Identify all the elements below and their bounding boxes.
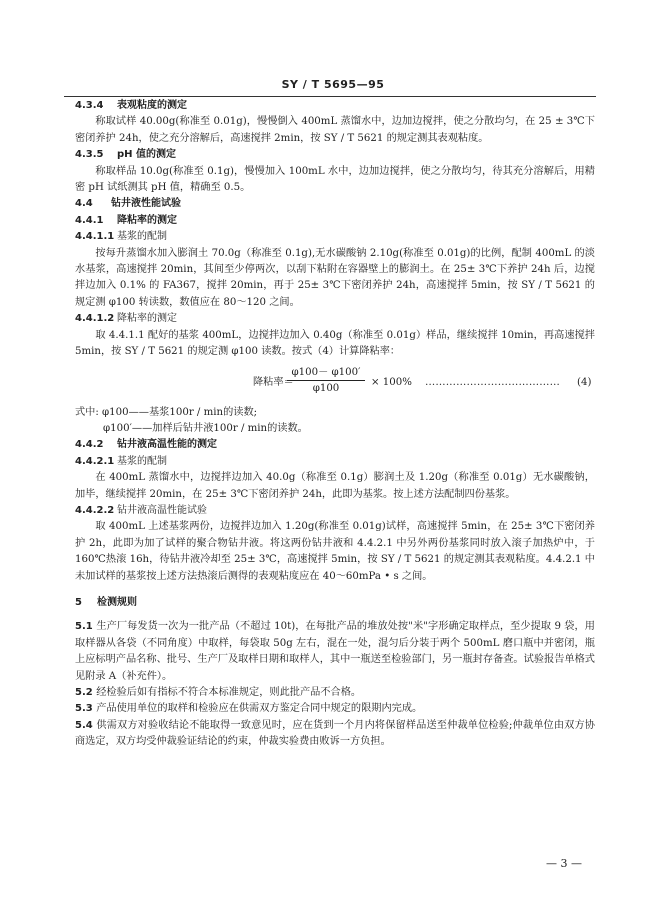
paragraph-4-4-2-1: 在 400mL 蒸馏水中，边搅拌边加入 40.0g（称准至 0.1g）膨润土及 1.20g（称准至 0.01g）无水碳酸钠，加毕，继续搅拌 20min，在 25± 3℃下密闭养护 24h，此即为基浆。按上述方法配制四份基浆。 [75, 472, 595, 500]
document-body [75, 98, 595, 751]
clause-text: 生产厂每发货一次为一批产品（不超过 10t)，在每批产品的堆放处按"米"字形确定取样点，至少提取 9 袋，用取样器从各袋（不同角度）中取样，每袋取 50g 左右，混在一处，混匀后分装于两个 500mL 磨口瓶中并密闭，瓶上应标明产品名称、批号、生产厂及取样日期和取样人，其中一瓶送至检验部门，另一瓶封存备查。试验报告单格式见附录 A（补充件）。 [75, 621, 595, 682]
formula-lhs: 降粘率＝ [253, 376, 294, 388]
equation-number: (4) [577, 376, 592, 388]
formula-numerator: φ100－ φ100′ [287, 365, 365, 381]
heading-title: 钻井液性能试验 [111, 198, 181, 210]
clause-text: 产品使用单位的取样和检验应在供需双方鉴定合同中规定的限期内完成。 [96, 703, 423, 715]
heading-4-3-5 [75, 147, 595, 163]
paragraph-4-4-2-2: 取 400mL 上述基浆两份，边搅拌边加入 1.20g(称准至 0.01g)试样，高速搅拌 5min，在 25± 3℃下密闭养护 2h，此即为加了试样的聚合物钻井液。将这两份钻井液和 4.4.2.1 中另外两份基浆同时放入滚子加热炉中，于 160℃热滚 16h，待钻井液冷却至 25± 3℃，高速搅拌 5min，按 SY / T 5621 的规定测其表观粘度。4.4.2.1 中未加试样的基浆按上述方法热滚后测得的表观粘度应在 40～60mPa • s 之间。 [75, 521, 595, 582]
formula-4 [75, 365, 595, 401]
heading-number: 4.4.2.1 [75, 455, 115, 467]
header-rule [64, 96, 596, 97]
formula-fraction [287, 365, 365, 396]
heading-4-4-1-2 [75, 311, 595, 327]
clause-number: 5.4 [75, 719, 93, 731]
page-number: — 3 — [546, 857, 582, 870]
heading-title: 降粘率的测定 [117, 313, 177, 325]
paragraph-4-4-1-2: 取 4.4.1.1 配好的基浆 400mL，边搅拌边加入 0.40g（称准至 0.01g）样品，继续搅拌 10min，再高速搅拌 5min，按 SY / T 5621 的规定测 φ100 读数。按式（4）计算降粘率： [75, 329, 595, 358]
heading-4-4-2-2 [75, 503, 595, 519]
heading-title: pH 值的测定 [117, 149, 177, 161]
formula-where-line-2: φ100′——加样后钻井液100r / min的读数。 [103, 422, 308, 434]
heading-title: 降粘率的测定 [117, 214, 177, 226]
heading-title: 表观粘度的测定 [117, 100, 187, 111]
heading-number: 4.4.2 [75, 439, 104, 451]
heading-number: 4.4.2.2 [75, 504, 115, 516]
clause-number: 5.2 [75, 687, 93, 698]
heading-4-4-2 [75, 437, 595, 453]
clause-5-1 [75, 619, 595, 685]
heading-number: 5 [75, 596, 82, 608]
formula-leader-dots: ………………………………… [425, 376, 561, 388]
heading-number: 4.4 [75, 198, 93, 210]
heading-title: 基浆的配制 [117, 231, 167, 243]
formula-where-line-1: 式中: φ100——基浆100r / min的读数; [75, 406, 258, 418]
clause-number: 5.1 [75, 621, 93, 633]
formula-denominator: φ100 [312, 382, 340, 394]
heading-title: 钻井液高温性能的测定 [117, 439, 217, 451]
clause-5-3 [75, 701, 595, 717]
heading-number: 4.3.4 [75, 100, 104, 111]
heading-number: 4.4.1.2 [75, 313, 115, 325]
clause-text: 供需双方对验收结论不能取得一致意见时，应在货到一个月内将保留样品送至仲裁单位检验;仲裁单位由双方协商选定，双方均受仲裁验证结论的约束，仲裁实验费由败诉一方负担。 [75, 719, 595, 748]
heading-title: 基浆的配制 [117, 455, 167, 467]
clause-5-4 [75, 718, 595, 751]
heading-title: 检测规则 [97, 596, 137, 608]
heading-number: 4.4.1.1 [75, 231, 115, 243]
heading-4-4 [75, 196, 595, 212]
heading-5 [75, 595, 595, 611]
heading-number: 4.4.1 [75, 214, 104, 226]
heading-4-4-1 [75, 213, 595, 229]
heading-4-4-2-1 [75, 454, 595, 470]
formula-rhs: × 100% [371, 376, 412, 388]
heading-title: 钻井液高温性能试验 [117, 504, 207, 516]
clause-number: 5.3 [75, 703, 93, 715]
clause-text: 经检验后如有指标不符合本标准规定，则此批产品不合格。 [96, 687, 362, 698]
heading-4-3-4 [75, 98, 595, 114]
clause-5-2 [75, 685, 595, 701]
paragraph-4-4-1-1: 按每升蒸馏水加入膨润土 70.0g（称准至 0.1g),无水碳酸钠 2.10g(称准至 0.01g)的比例，配制 400mL 的淡水基浆，高速搅拌 20min，其间至少停两次，以刮下粘附在容器壁上的膨润土。在 25± 3℃下养护 24h 后，边搅拌边加入 0.1% 的 FA367，搅拌 20min，再于 25± 3℃下密闭养护 24h，高速搅拌 5min，按 SY / T 5621 的规定测 φ100 转读数，数值应在 80～120 之间。 [75, 247, 595, 308]
heading-4-4-1-1 [75, 229, 595, 245]
standard-number-header: SY / T 5695—95 [281, 78, 385, 91]
paragraph-4-3-4: 称取试样 40.00g(称准至 0.01g)，慢慢倒入 400mL 蒸馏水中，边加边搅拌，使之分散均匀，在 25 ± 3℃下密闭养护 24h，使之充分溶解后，高速搅拌 2min，按 SY / T 5621 的规定测其表观粘度。 [75, 116, 595, 144]
paragraph-4-3-5: 称取样品 10.0g(称准至 0.1g)，慢慢加入 100mL 水中，边加边搅拌，使之分散均匀，待其充分溶解后，用精密 pH 试纸测其 pH 值，精确至 0.5。 [75, 165, 595, 194]
heading-number: 4.3.5 [75, 149, 104, 161]
